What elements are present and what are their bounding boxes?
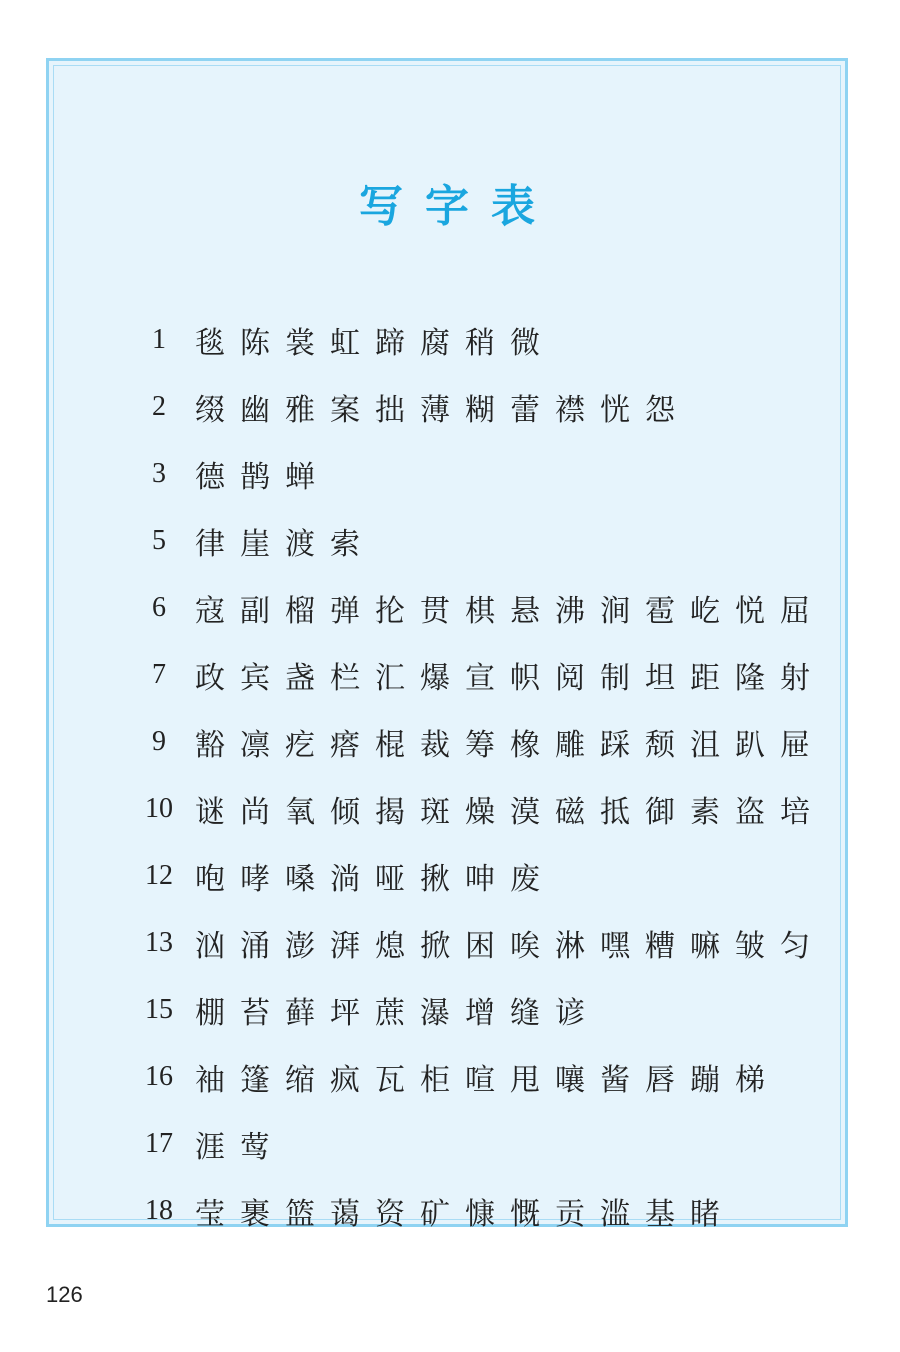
character-list: 谜尚氧倾揭斑燥漠磁抵御素盗培	[195, 794, 825, 830]
lesson-number: 1	[152, 323, 166, 355]
table-row	[127, 440, 825, 507]
character-list: 咆哮嗓淌哑揪呻废	[195, 861, 555, 897]
lesson-number: 10	[145, 792, 173, 824]
table-row	[127, 574, 825, 641]
character-list: 棚苔藓坪蔗瀑增缝谚	[195, 995, 600, 1031]
character-list: 豁凛疙瘩棍裁筹橡雕踩颓沮趴屉	[195, 727, 825, 763]
lesson-number: 6	[152, 591, 166, 623]
table-row	[127, 507, 825, 574]
character-list: 莹裹篮蔼资矿慷慨贡滥基睹	[195, 1196, 735, 1232]
character-list: 汹涌澎湃熄掀困唉淋嘿糟嘛皱匀	[195, 928, 825, 964]
lesson-number: 2	[152, 390, 166, 422]
character-list: 政宾盏栏汇爆宣帜阅制坦距隆射	[195, 660, 825, 696]
table-row	[127, 976, 825, 1043]
character-list: 律崖渡索	[195, 526, 375, 562]
lesson-number: 15	[145, 993, 173, 1025]
page-title: 写字表	[359, 181, 557, 232]
table-row	[127, 708, 825, 775]
lesson-number: 18	[145, 1194, 173, 1226]
character-list: 寇副榴弹抡贯棋悬沸涧雹屹悦屈	[195, 593, 825, 629]
table-row	[127, 1110, 825, 1177]
table-row	[127, 909, 825, 976]
character-table-frame	[46, 58, 848, 1232]
lesson-number: 5	[152, 524, 166, 556]
lesson-number: 17	[145, 1127, 173, 1159]
page-number: 126	[46, 1282, 83, 1307]
lesson-number: 3	[152, 457, 166, 489]
character-list: 缀幽雅案拙薄糊蕾襟恍怨	[195, 392, 690, 428]
table-row	[127, 1043, 825, 1110]
character-list: 德鹊蝉	[195, 459, 330, 495]
character-list: 毯陈裳虹蹄腐稍微	[195, 325, 555, 361]
table-row	[127, 1177, 825, 1244]
table-row	[127, 306, 825, 373]
table-row	[127, 373, 825, 440]
character-list: 袖篷缩疯瓦柜喧甩嚷酱唇蹦梯	[195, 1062, 780, 1098]
table-row	[127, 775, 825, 842]
lesson-number: 13	[145, 926, 173, 958]
table-row	[127, 842, 825, 909]
lesson-number: 7	[152, 658, 166, 690]
character-rows	[127, 306, 825, 1244]
lesson-number: 12	[145, 859, 173, 891]
table-row	[127, 641, 825, 708]
lesson-number: 9	[152, 725, 166, 757]
character-list: 涯莺	[195, 1129, 285, 1165]
lesson-number: 16	[145, 1060, 173, 1092]
